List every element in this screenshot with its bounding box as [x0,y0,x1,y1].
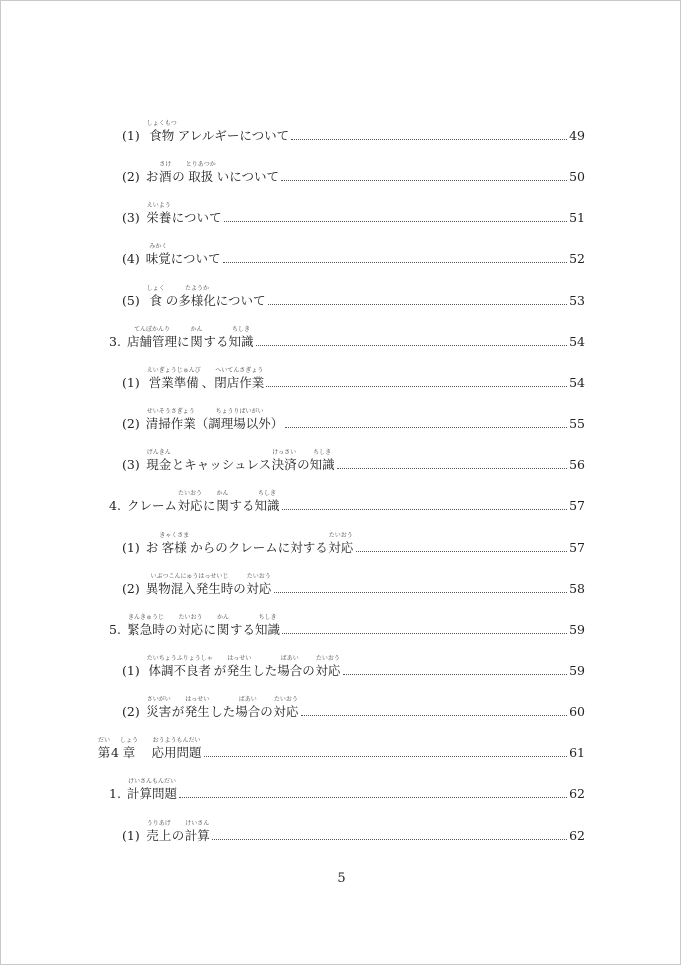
ruby-base: 体調不良者 [148,662,211,678]
ruby-base: 取扱 [188,169,214,185]
ruby-base: 味覚 [145,251,171,267]
ruby-base: 関 [216,621,230,637]
entry-number: (5) [122,292,140,308]
entry-page: 60 [569,704,585,720]
dot-leader [274,591,567,593]
entry-number: (2) [122,169,140,185]
ruby-base: 関 [216,498,229,514]
furigana: えいよう [146,202,171,210]
entry-page: 50 [569,169,585,185]
ruby-base: 対応 [246,580,272,596]
title-text: クレーム [126,498,177,514]
entry-number: (1) [122,539,140,555]
furigana: たいおう [178,613,203,621]
ruby-word [184,820,210,843]
entry-page: 58 [569,580,585,596]
entry-title [127,614,280,637]
ruby-base: 知識 [309,457,335,473]
ruby-word [185,161,217,184]
ruby-base: 食物 [149,128,175,143]
entry-page: 62 [569,827,585,843]
furigana: てんぽかんり [133,325,170,333]
entry-number: (1) [122,662,140,678]
entry-number: 3. [109,333,121,349]
ruby-word [119,737,139,760]
entry-page: 51 [569,210,585,226]
dot-leader [256,344,568,346]
ruby-word [146,408,196,431]
toc-entry[interactable] [122,193,585,225]
ruby-base: 客様 [161,539,187,555]
toc-entry[interactable] [109,317,585,349]
furigana: かん [216,490,229,498]
toc-entry[interactable] [122,152,585,184]
entry-title [146,449,335,472]
ruby-base: 閉店作業 [214,374,265,390]
ruby-word [246,573,272,596]
entry-number: (4) [122,251,140,267]
ruby-word [158,161,172,184]
entry-number: (3) [122,457,140,473]
entry-title [127,490,280,513]
toc-entry[interactable] [109,481,585,513]
title-text: に [176,333,190,349]
ruby-word [146,655,214,678]
title-text [139,745,152,760]
furigana: かん [217,613,230,621]
entry-title [127,778,177,801]
entry-number: 5. [109,621,121,637]
furigana: とりあつか [185,161,216,169]
ruby-base: 現金 [146,457,172,473]
furigana: いぶつこんにゅうはっせいじ [150,572,229,580]
dot-leader [337,467,567,469]
entry-page: 61 [569,745,585,761]
title-text: の [171,827,185,843]
ruby-base: 対応 [328,539,354,555]
ruby-base: 清掃作業 [145,416,196,432]
ruby-base: 売上 [146,827,172,843]
entry-page: 62 [569,786,585,802]
title-text: の [172,169,185,185]
entry-number: 4. [109,498,121,514]
title-text: した [210,704,236,720]
furigana: けいさんもんだい [127,778,176,786]
furigana: しょう [119,737,138,745]
furigana: けっさい [272,449,297,457]
entry-title [146,408,284,431]
toc-entry[interactable] [122,646,585,678]
ruby-base: 決済 [271,457,297,473]
ruby-base: 関 [190,333,203,349]
entry-title [146,820,211,843]
toc-entry[interactable] [109,769,585,801]
title-text: する [230,621,256,637]
ruby-word [255,614,280,637]
title-text: いについて [216,169,280,185]
entry-page: 54 [569,374,585,390]
furigana: ばあい [238,696,257,704]
entry-title [146,655,341,678]
ruby-word [328,532,354,555]
furigana: たいおう [315,654,340,662]
ruby-base: 知識 [228,333,254,349]
entry-page: 52 [569,251,585,267]
ruby-word [127,326,177,349]
dot-leader [285,426,567,428]
furigana: きんきゅうじ [127,613,164,621]
ruby-base: 多様化 [178,292,216,308]
ruby-base: 営業準備 [148,374,199,390]
ruby-word [184,696,210,719]
furigana: ちしき [232,325,251,333]
ruby-word [127,778,177,801]
furigana: さいがい [146,696,171,704]
ruby-word [229,326,254,349]
ruby-word [216,614,230,637]
furigana: かん [190,325,203,333]
title-text: の [260,704,273,720]
ruby-base: 調理場以外 [208,416,271,432]
dot-leader [356,550,567,552]
entry-title [97,737,202,760]
entry-number: (2) [122,704,140,720]
title-text: からのクレームに [190,539,291,555]
dot-leader [301,714,567,716]
title-text: の [233,580,246,596]
furigana: さけ [159,161,172,169]
title-text: する [302,539,328,555]
dot-leader [204,755,568,757]
title-text: の [165,292,179,308]
ruby-word [127,614,165,637]
title-text: の [164,621,178,637]
ruby-base: 知識 [255,621,281,637]
ruby-word [214,367,264,390]
title-text: アレルギーについて [177,128,290,143]
entry-page: 59 [569,621,585,637]
ruby-base: 食 [149,292,162,308]
entry-title [146,120,289,143]
title-text: ） [270,416,284,432]
ruby-base: 知識 [254,498,280,514]
ruby-word [146,243,171,266]
entry-page: 53 [569,292,585,308]
ruby-base: 異物混入発生時 [145,580,234,596]
ruby-base: 店舗管理 [126,333,177,349]
dot-leader [266,385,567,387]
entry-title [146,285,266,308]
ruby-word [273,696,299,719]
entry-page: 49 [569,128,585,143]
ruby-base: 緊急時 [127,621,165,637]
toc-entry[interactable] [97,728,585,760]
ruby-word [178,285,216,308]
title-text: 4 [111,745,119,761]
ruby-base: 対応 [177,621,203,637]
title-text: 対 [290,539,303,555]
ruby-word [235,696,260,719]
furigana: たいおう [246,572,271,580]
ruby-base: 発生 [184,704,210,720]
ruby-base: 対応 [315,662,341,678]
ruby-word [146,820,172,843]
title-text: とキャッシュレス [171,457,272,473]
ruby-word [177,614,203,637]
title-text: の [302,662,315,678]
entry-title [146,532,354,555]
ruby-word [315,655,341,678]
ruby-base: 計算問題 [126,786,177,802]
furigana: はっせい [227,654,252,662]
ruby-word [310,449,335,472]
ruby-word [146,367,202,390]
title-text: について [170,251,221,267]
entry-page: 59 [569,662,585,678]
entry-page: 57 [569,498,585,514]
page-number: 5 [337,871,346,886]
furigana: たいちょうふりょうしゃ [146,654,213,662]
ruby-base: 場合 [277,662,303,678]
dot-leader [224,220,568,222]
title-text: お [145,169,159,185]
ruby-word [146,202,172,225]
title-text: の [297,457,310,473]
furigana: うりあげ [146,819,171,827]
ruby-base: 災害 [146,704,172,720]
title-text: 、 [201,374,215,390]
ruby-word [277,655,302,678]
ruby-word [215,490,229,513]
furigana: きゃくさま [159,531,190,539]
ruby-word [226,655,252,678]
furigana: えいぎょうじゅんび [146,366,201,374]
title-text: について [171,210,222,226]
toc-entry[interactable] [122,564,585,596]
furigana: みかく [149,243,168,251]
title-text: について [215,292,266,308]
entry-number: (1) [122,128,140,143]
dot-leader [282,632,567,634]
entry-title [146,161,279,184]
ruby-word [158,532,190,555]
ruby-word [271,449,297,472]
ruby-base: 場合 [235,704,261,720]
dot-leader [212,838,567,840]
entry-page: 57 [569,539,585,555]
dot-leader [223,261,568,263]
ruby-base: 第 [97,745,111,761]
ruby-base: 対応 [273,704,299,720]
furigana: たようか [185,284,210,292]
ruby-base: 計算 [184,827,210,843]
ruby-word [255,490,280,513]
title-text: が [171,704,185,720]
furigana: たいおう [273,696,298,704]
dot-leader [268,303,568,305]
dot-leader [281,179,567,181]
ruby-word [97,737,111,760]
ruby-word [146,285,166,308]
furigana: だい [98,737,111,745]
toc-entry[interactable] [122,440,585,472]
entry-number: (1) [122,374,140,390]
ruby-word [146,449,172,472]
entry-page: 54 [569,333,585,349]
ruby-word [189,326,203,349]
ruby-base: 発生 [226,662,252,678]
entry-title [127,326,254,349]
entry-page: 55 [569,416,585,432]
toc-entry[interactable] [122,358,585,390]
ruby-word [146,120,178,143]
ruby-word [146,573,234,596]
ruby-word [177,490,203,513]
entry-title [146,243,221,266]
toc-entry[interactable] [109,605,585,637]
furigana: たいおう [177,490,202,498]
title-text: お [145,539,159,555]
toc-entry[interactable] [122,811,585,843]
entry-number: (2) [122,416,140,432]
ruby-base: 応用問題 [151,745,202,761]
entry-number: 1. [109,786,121,802]
toc-entry[interactable] [122,523,585,555]
entry-title [146,696,299,719]
furigana: けいさん [185,819,210,827]
furigana: せいそうさぎょう [146,408,195,416]
entry-title [146,202,222,225]
dot-leader [291,138,567,140]
entry-page: 56 [569,457,585,473]
furigana: げんきん [146,449,171,457]
furigana: ちょうりばいがい [215,408,264,416]
furigana: おうようもんだい [152,737,201,745]
furigana: はっせい [185,696,210,704]
entry-title [146,367,265,390]
title-text: した [252,662,278,678]
entry-number: (1) [122,827,140,843]
toc-entry[interactable] [122,687,585,719]
title-text: する [203,333,229,349]
furigana: ばあい [280,654,299,662]
dot-leader [179,796,567,798]
title-text: する [229,498,255,514]
furigana: ちしき [258,613,277,621]
furigana: たいおう [328,531,353,539]
furigana: ちしき [258,490,277,498]
furigana: へいてんさぎょう [215,366,264,374]
toc-entry[interactable] [122,276,585,308]
ruby-base: 対応 [177,498,203,514]
ruby-word [152,737,202,760]
ruby-word [146,696,172,719]
entry-number: (2) [122,580,140,596]
furigana: しょくもつ [146,120,177,127]
title-text: に [203,621,216,637]
furigana: しょく [146,284,165,292]
toc-entry[interactable] [122,399,585,431]
dot-leader [282,508,568,510]
ruby-word [208,408,271,431]
furigana: ちしき [313,449,332,457]
title-text: が [213,662,227,678]
ruby-base: 酒 [158,169,172,185]
toc-entry[interactable] [122,234,585,266]
title-text: に [202,498,216,514]
ruby-base: 栄養 [146,210,172,226]
ruby-base: 章 [122,745,136,761]
entry-title [146,573,272,596]
entry-number: (3) [122,210,140,226]
dot-leader [343,673,567,675]
toc-entry[interactable] [122,111,585,143]
title-text: （ [195,416,209,432]
